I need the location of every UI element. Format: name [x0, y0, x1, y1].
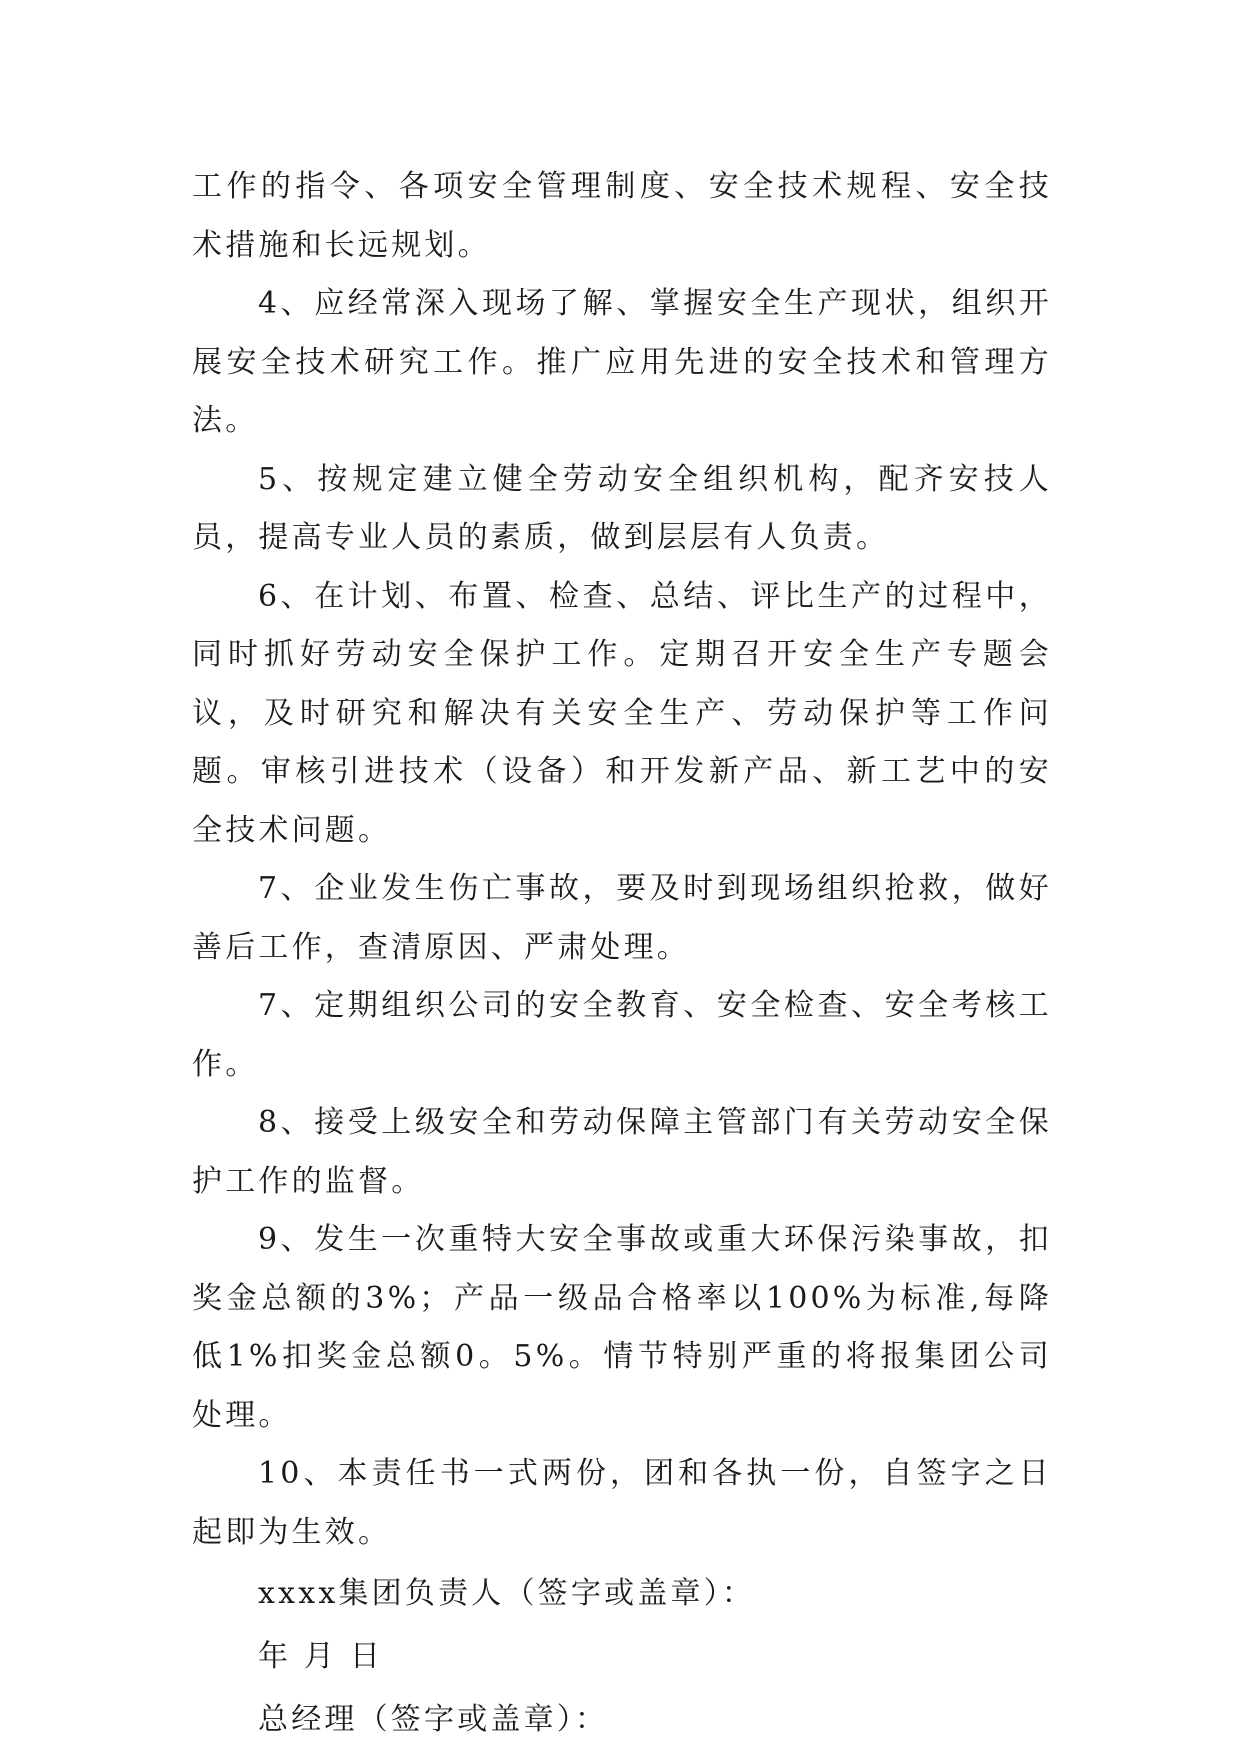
signature-date-line: 年 月 日	[258, 1639, 384, 1674]
clause-10: 10、本责任书一式两份，团和各执一份，自签字之日起即为生效。	[192, 1456, 1052, 1550]
clause-4: 4、应经常深入现场了解、掌握安全生产现状，组织开展安全技术研究工作。推广应用先进的安全技术和管理方法。	[192, 286, 1052, 438]
clause-5: 5、按规定建立健全劳动安全组织机构，配齐安技人员，提高专业人员的素质，做到层层有人负责。	[192, 461, 1052, 555]
document-body	[192, 158, 1052, 1751]
paragraph-continuation: 工作的指令、各项安全管理制度、安全技术规程、安全技术措施和长远规划。	[192, 169, 1052, 263]
clause-9: 9、发生一次重特大安全事故或重大环保污染事故，扣奖金总额的3%；产品一级品合格率以100%为标准,每降低1%扣奖金总额0。5%。情节特别严重的将报集团公司处理。	[192, 1222, 1052, 1433]
clause-7b: 7、定期组织公司的安全教育、安全检查、安全考核工作。	[192, 988, 1052, 1082]
general-manager-signature-line: 总经理（签字或盖章）：	[258, 1702, 609, 1737]
clause-7a: 7、企业发生伤亡事故，要及时到现场组织抢救，做好善后工作，查清原因、严肃处理。	[192, 871, 1052, 965]
clause-8: 8、接受上级安全和劳动保障主管部门有关劳动安全保护工作的监督。	[192, 1105, 1052, 1199]
clause-6: 6、在计划、布置、检查、总结、评比生产的过程中，同时抓好劳动安全保护工作。定期召开安全生产专题会议，及时研究和解决有关安全生产、劳动保护等工作问题。审核引进技术（设备）和开发新产品、新工艺中的安全技术问题。	[192, 578, 1052, 848]
group-leader-signature-line: xxxx集团负责人（签字或盖章）：	[258, 1576, 756, 1611]
